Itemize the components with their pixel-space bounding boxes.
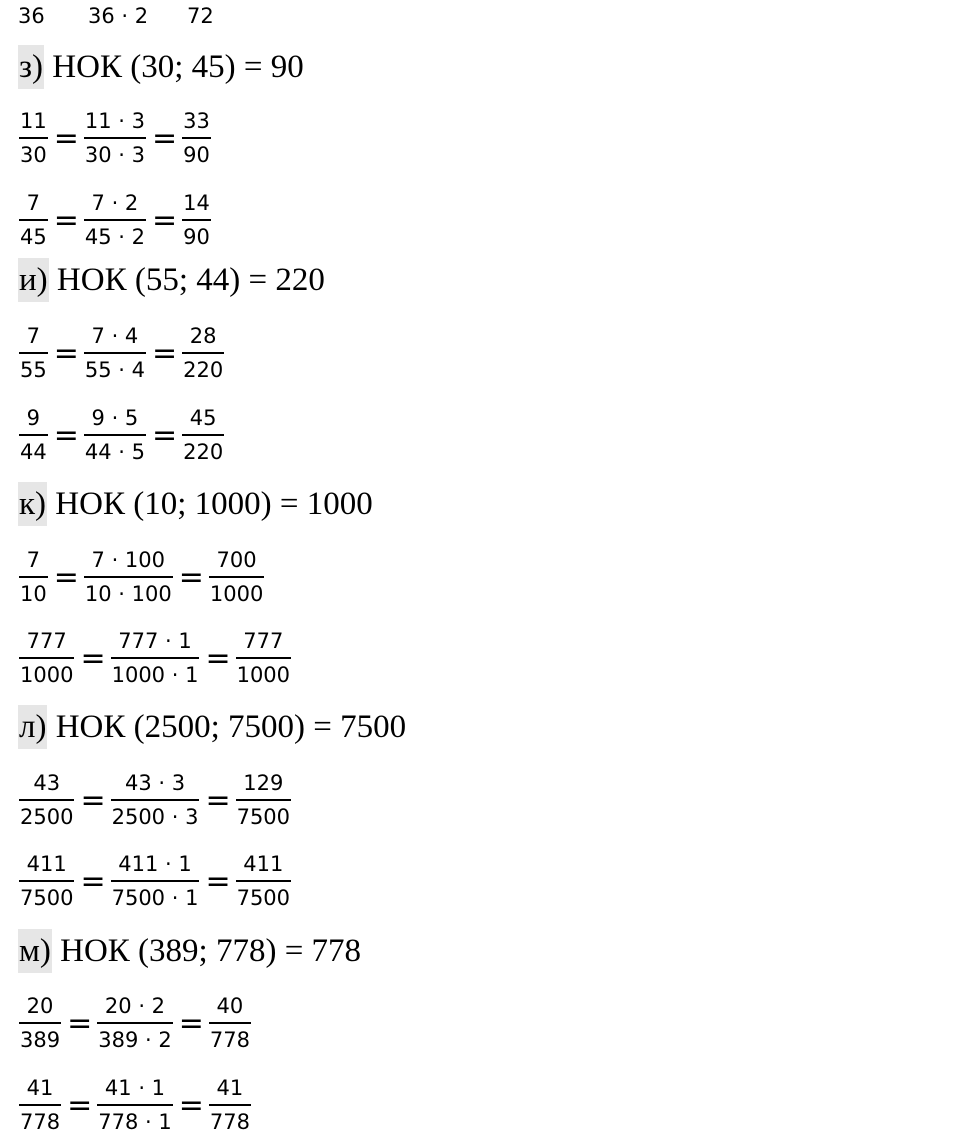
numerator: 7	[26, 324, 41, 348]
section-heading	[18, 482, 373, 526]
fraction	[18, 190, 49, 250]
fraction	[181, 108, 212, 168]
fraction	[110, 770, 201, 830]
numerator: 411	[243, 852, 284, 876]
fraction	[208, 547, 265, 607]
denominator: 90	[183, 143, 210, 167]
numerator: 777	[26, 629, 67, 653]
equals-sign: =	[178, 560, 204, 595]
section-letter: м)	[18, 929, 52, 973]
equals-sign: =	[80, 864, 106, 899]
section-lcm-text: НОК (2500; 7500) = 7500	[47, 709, 407, 745]
fraction-equation	[18, 849, 292, 913]
fraction	[18, 108, 49, 168]
denominator: 55 · 4	[84, 358, 145, 382]
section-letter: и)	[18, 258, 49, 302]
equals-sign: =	[151, 121, 178, 156]
equals-sign: =	[53, 121, 79, 156]
numerator: 7 · 2	[91, 191, 139, 215]
fraction	[83, 108, 147, 168]
numerator: 9	[26, 406, 41, 430]
equals-sign: =	[178, 1088, 204, 1123]
fraction-equation	[18, 321, 225, 385]
fraction-equation	[18, 626, 292, 690]
fraction	[83, 405, 147, 465]
fraction-equation	[18, 1073, 252, 1137]
top-row	[0, 0, 400, 34]
denominator: 220	[183, 440, 224, 464]
denominator: 44 · 5	[84, 440, 145, 464]
section-lcm-text: НОК (10; 1000) = 1000	[47, 486, 373, 522]
section-heading	[18, 705, 406, 749]
fraction	[235, 851, 292, 911]
top-row-value: 36 · 2	[88, 4, 149, 28]
numerator: 43	[33, 771, 61, 795]
numerator: 41	[216, 1076, 244, 1100]
fraction-equation	[18, 403, 225, 467]
denominator: 778	[20, 1110, 61, 1134]
denominator: 55	[20, 358, 47, 382]
numerator: 45	[189, 406, 217, 430]
section-letter: к)	[18, 482, 47, 526]
denominator: 1000	[236, 663, 291, 687]
numerator: 41 · 1	[104, 1076, 166, 1100]
numerator: 9 · 5	[91, 406, 139, 430]
fraction	[235, 770, 292, 830]
denominator: 389	[20, 1028, 61, 1052]
denominator: 7500 · 1	[111, 886, 199, 910]
numerator: 33	[183, 109, 210, 133]
denominator: 10 · 100	[84, 582, 172, 606]
denominator: 45	[20, 225, 47, 249]
top-row-value: 36	[18, 4, 45, 28]
top-row-value: 72	[187, 4, 214, 28]
fraction	[83, 547, 174, 607]
numerator: 43 · 3	[124, 771, 186, 795]
denominator: 7500	[236, 805, 291, 829]
fraction-equation	[18, 768, 292, 832]
denominator: 2500	[20, 805, 74, 829]
section-lcm-text: НОК (389; 778) = 778	[51, 933, 362, 969]
fraction-equation	[18, 106, 212, 170]
fraction	[18, 1075, 62, 1135]
numerator: 777 · 1	[118, 629, 192, 653]
equals-sign: =	[151, 336, 178, 371]
denominator: 1000 · 1	[111, 663, 199, 687]
equals-sign: =	[205, 783, 231, 818]
numerator: 411	[26, 852, 67, 876]
section-lcm-text: НОК (30; 45) = 90	[44, 49, 304, 85]
fraction-equation	[18, 545, 265, 609]
denominator: 30	[20, 143, 47, 167]
section-letter: з)	[18, 45, 44, 89]
denominator: 45 · 2	[84, 225, 145, 249]
equals-sign: =	[80, 641, 106, 676]
numerator: 20	[26, 994, 54, 1018]
fraction	[18, 993, 62, 1053]
numerator: 41	[26, 1076, 54, 1100]
fraction	[18, 851, 75, 911]
fraction	[181, 323, 225, 383]
equals-sign: =	[178, 1006, 204, 1041]
denominator: 90	[183, 225, 210, 249]
numerator: 28	[189, 324, 217, 348]
numerator: 11	[20, 109, 47, 133]
fraction	[208, 993, 252, 1053]
section-lcm-text: НОК (55; 44) = 220	[48, 262, 325, 298]
numerator: 7 · 100	[91, 548, 166, 572]
fraction	[181, 190, 212, 250]
equals-sign: =	[53, 336, 79, 371]
equals-sign: =	[80, 783, 106, 818]
denominator: 1000	[209, 582, 264, 606]
denominator: 778 · 1	[98, 1110, 172, 1134]
equals-sign: =	[67, 1006, 93, 1041]
numerator: 14	[183, 191, 210, 215]
fraction	[18, 323, 49, 383]
denominator: 220	[183, 358, 224, 382]
numerator: 7	[26, 191, 41, 215]
equals-sign: =	[53, 203, 79, 238]
denominator: 778	[209, 1110, 250, 1134]
fraction	[96, 993, 173, 1053]
section-letter: л)	[18, 705, 47, 749]
equals-sign: =	[53, 560, 79, 595]
fraction	[18, 770, 75, 830]
fraction	[208, 1075, 252, 1135]
fraction	[235, 628, 292, 688]
numerator: 129	[243, 771, 284, 795]
equals-sign: =	[151, 203, 178, 238]
section-heading	[18, 929, 361, 973]
denominator: 7500	[20, 886, 74, 910]
denominator: 44	[20, 440, 47, 464]
numerator: 700	[216, 548, 257, 572]
denominator: 1000	[20, 663, 74, 687]
denominator: 30 · 3	[84, 143, 145, 167]
equals-sign: =	[205, 864, 231, 899]
section-heading	[18, 45, 304, 89]
denominator: 2500 · 3	[111, 805, 199, 829]
denominator: 389 · 2	[98, 1028, 172, 1052]
fraction	[96, 1075, 173, 1135]
equals-sign: =	[67, 1088, 93, 1123]
denominator: 778	[209, 1028, 250, 1052]
denominator: 10	[20, 582, 47, 606]
equals-sign: =	[205, 641, 231, 676]
numerator: 20 · 2	[104, 994, 166, 1018]
fraction	[83, 323, 147, 383]
numerator: 40	[216, 994, 244, 1018]
numerator: 411 · 1	[118, 852, 192, 876]
numerator: 11 · 3	[84, 109, 145, 133]
fraction-equation	[18, 188, 212, 252]
equals-sign: =	[53, 418, 79, 453]
fraction	[18, 628, 75, 688]
denominator: 7500	[236, 886, 291, 910]
numerator: 7	[26, 548, 41, 572]
numerator: 777	[243, 629, 284, 653]
fraction	[18, 547, 49, 607]
fraction	[18, 405, 49, 465]
fraction	[110, 628, 201, 688]
equals-sign: =	[151, 418, 178, 453]
section-heading	[18, 258, 325, 302]
numerator: 7 · 4	[91, 324, 139, 348]
fraction	[110, 851, 201, 911]
fraction-equation	[18, 991, 252, 1055]
fraction	[181, 405, 225, 465]
fraction	[83, 190, 147, 250]
